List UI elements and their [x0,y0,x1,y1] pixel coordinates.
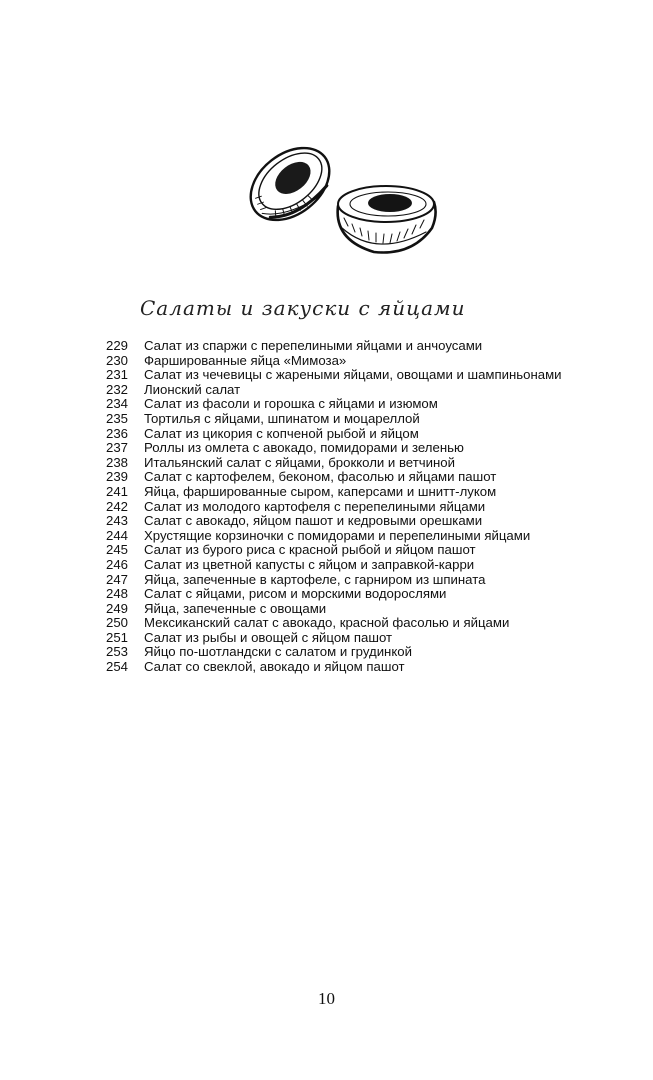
toc-page-number: 248 [106,586,129,602]
toc-entry-title: Яйца, запеченные в картофеле, с гарниром из шпината [144,571,486,587]
toc-entry [106,645,562,660]
toc-entry-title: Лионский салат [144,381,241,397]
toc-page-number: 246 [106,556,129,572]
toc-page-number: 230 [106,352,129,368]
toc-entry [106,339,562,354]
toc-page-number: 236 [106,425,129,441]
toc-page-number: 249 [106,600,129,616]
toc-entry-title: Салат со свеклой, авокадо и яйцом пашот [144,659,405,675]
toc-entry [106,368,562,383]
toc-entry-title: Яйца, запеченные с овощами [144,600,327,616]
toc-entry-title: Роллы из омлета с авокадо, помидорами и зеленью [144,440,464,456]
section-title: Салаты и закуски с яйцами [140,296,466,320]
boiled-egg-halves-illustration [236,136,450,260]
toc-entry-title: Салат с картофелем, беконом, фасолью и яйцами пашот [144,469,497,485]
toc-entry-title: Салат из фасоли и горошка с яйцами и изюмом [144,396,438,412]
toc-entry-title: Фаршированные яйца «Мимоза» [144,352,347,368]
toc-entry-title: Салат из рыбы и овощей с яйцом пашот [144,629,393,645]
toc-page-number: 234 [106,396,129,412]
toc-entry [106,412,562,427]
toc-entry [106,427,562,442]
left-egg-half [237,136,343,235]
toc-entry-title: Яйца, фаршированные сыром, каперсами и шнитт-луком [144,483,497,499]
toc-page-number: 244 [106,527,129,543]
toc-page-number: 235 [106,410,129,426]
toc-page-number: 254 [106,659,129,675]
toc-entry [106,485,562,500]
toc-entry [106,500,562,515]
toc-entry-title: Мексиканский салат с авокадо, красной фасолью и яйцами [144,615,510,631]
toc-page-number: 241 [106,483,129,499]
toc-entry [106,470,562,485]
toc-page-number: 245 [106,542,129,558]
toc-entry [106,616,562,631]
toc-entry [106,543,562,558]
toc-entry-title: Итальянский салат с яйцами, брокколи и ветчиной [144,454,455,470]
toc-entry [106,602,562,617]
page-number: 10 [318,989,335,1008]
toc-entry [106,383,562,398]
toc-entry-title: Салат из бурого риса с красной рыбой и яйцом пашот [144,542,476,558]
toc-page-number: 251 [106,629,129,645]
toc-entry [106,441,562,456]
toc-entry-title: Салат из молодого картофеля с перепелиными яйцами [144,498,486,514]
toc-entry-title: Салат из чечевицы с жареными яйцами, овощами и шампиньонами [144,367,562,383]
toc-entry-title: Яйцо по-шотландски с салатом и грудинкой [144,644,412,660]
toc-page-number: 247 [106,571,129,587]
toc-entry-title: Тортилья с яйцами, шпинатом и моцареллой [144,410,420,426]
toc-entry [106,573,562,588]
toc-page-number: 250 [106,615,129,631]
toc-entry-title: Хрустящие корзиночки с помидорами и перепелиными яйцами [144,527,531,543]
toc-page-number: 242 [106,498,129,514]
toc-entry-title: Салат с яйцами, рисом и морскими водорослями [144,586,447,602]
toc-entry [106,456,562,471]
right-egg-half [338,186,436,253]
toc-entry [106,529,562,544]
toc-page-number: 229 [106,338,129,353]
toc-entry [106,660,562,675]
toc-entry-title: Салат из цикория с копченой рыбой и яйцом [144,425,419,441]
toc-entry [106,514,562,529]
toc-page-number: 253 [106,644,129,660]
toc-entry [106,558,562,573]
table-of-contents [106,339,562,675]
toc-page-number: 232 [106,381,129,397]
toc-entry-title: Салат с авокадо, яйцом пашот и кедровыми орешками [144,513,483,529]
toc-entry [106,354,562,369]
toc-entry-title: Салат из цветной капусты с яйцом и заправкой-карри [144,556,475,572]
toc-page-number: 243 [106,513,129,529]
toc-entry [106,587,562,602]
toc-page-number: 237 [106,440,129,456]
toc-entry [106,631,562,646]
toc-entry-title: Салат из спаржи с перепелиными яйцами и анчоусами [144,338,483,353]
toc-page-number: 238 [106,454,129,470]
toc-page-number: 231 [106,367,129,383]
toc-entry [106,397,562,412]
toc-page-number: 239 [106,469,129,485]
